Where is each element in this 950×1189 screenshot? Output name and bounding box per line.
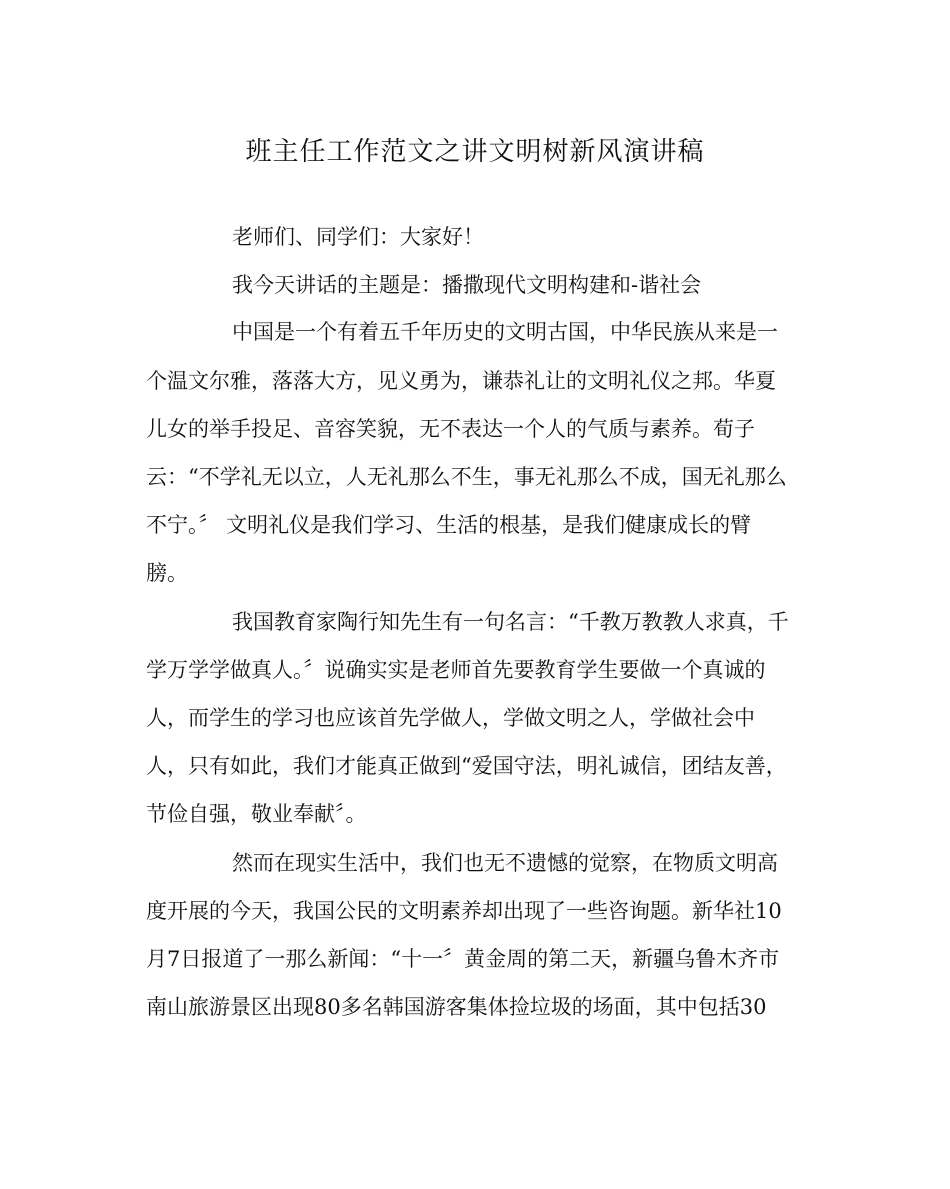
topic-line: 我今天讲话的主题是：播撒现代文明构建和-谐社会 — [232, 273, 702, 297]
paragraph-1-line-6: 膀。 — [146, 561, 188, 585]
paragraph-1-line-1: 中国是一个有着五千年历史的文明古国，中华民族从来是一 — [232, 320, 778, 344]
paragraph-3-line-2: 度开展的今天，我国公民的文明素养却出现了一些咨询题。新华社10 — [146, 899, 782, 923]
paragraph-3-line-1: 然而在现实生活中，我们也无不遗憾的觉察，在物质文明高 — [232, 851, 778, 875]
paragraph-1-line-5: 不宁。〞 文明礼仪是我们学习、生活的根基，是我们健康成长的臂 — [146, 513, 752, 537]
paragraph-2-line-3: 人，而学生的学习也应该首先学做人，学做文明之人，学做社会中 — [146, 706, 755, 730]
paragraph-2-line-2: 学万学学做真人。〞说确实实是老师首先要教育学生要做一个真诚的 — [146, 658, 766, 682]
paragraph-2-line-5: 节俭自强，敬业奉献〞。 — [146, 802, 367, 826]
document-title: 班主任工作范文之讲文明树新风演讲稿 — [245, 137, 705, 167]
paragraph-3-line-3: 月7日报道了一那么新闻：“十一〞黄金周的第二天，新疆乌鲁木齐市 — [146, 947, 780, 971]
paragraph-1-line-3: 儿女的举手投足、音容笑貌，无不表达一个人的气质与素养。荀子 — [146, 417, 755, 441]
paragraph-3-line-4: 南山旅游景区出现80多名韩国游客集体捡垃圾的场面，其中包括30 — [146, 995, 767, 1019]
paragraph-1-line-4: 云：“不学礼无以立，人无礼那么不生，事无礼那么不成，国无礼那么 — [146, 465, 787, 489]
paragraph-2-line-1: 我国教育家陶行知先生有一句名言：“千教万教教人求真，千 — [232, 610, 789, 634]
paragraph-1-line-2: 个温文尔雅，落落大方，见义勇为，谦恭礼让的文明礼仪之邦。华夏 — [146, 369, 776, 393]
paragraph-2-line-4: 人，只有如此，我们才能真正做到“爱国守法，明礼诚信，团结友善， — [146, 754, 787, 778]
salutation-line: 老师们、同学们：大家好！ — [232, 225, 484, 249]
